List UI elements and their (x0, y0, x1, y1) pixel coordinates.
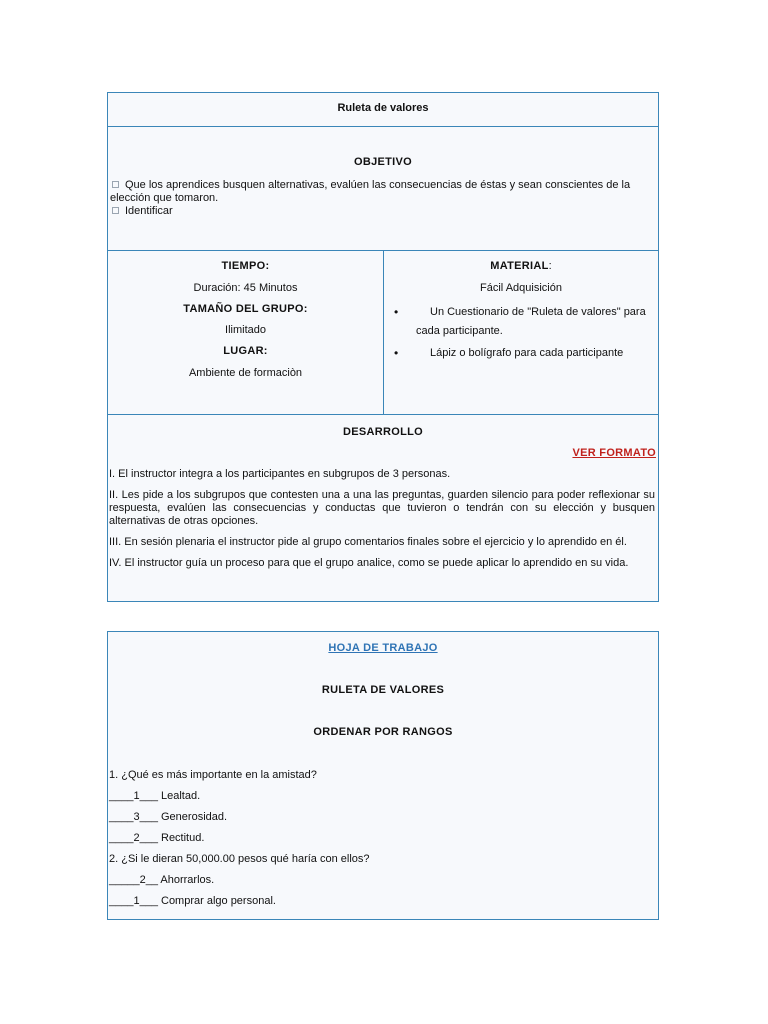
development-step: IV. El instructor guía un proceso para que el grupo analice, como se puede aplicar lo aprendido en su vida. (109, 557, 629, 569)
development-step: I. El instructor integra a los participantes en subgrupos de 3 personas. (109, 468, 451, 480)
place-label: LUGAR: (223, 345, 268, 357)
development-section (108, 414, 658, 602)
objective-item: Que los aprendices busquen alternativas, evalúen las consecuencias de éstas y sean conscientes de la elección que tomaron. (110, 179, 631, 204)
details-section (108, 250, 658, 414)
title-row (108, 93, 658, 126)
bullet-icon: • (394, 346, 399, 360)
worksheet-answer-line: ____1___ Lealtad. (109, 790, 201, 802)
time-value: Duración: 45 Minutos (193, 282, 298, 294)
activity-title: Ruleta de valores (337, 102, 429, 114)
material-bullet-item: • Un Cuestionario de "Ruleta de valores" para cada participante. (394, 305, 646, 337)
material-value: Fácil Adquisición (480, 282, 562, 294)
material-heading: MATERIAL: (490, 260, 552, 272)
worksheet-answer-line: ____1___ Comprar algo personal. (109, 895, 276, 907)
checkbox-icon (112, 207, 119, 214)
objective-heading: OBJETIVO (353, 156, 413, 168)
development-step: III. En sesión plenaria el instructor pide al grupo comentarios finales sobre el ejercicio y lo aprendido en él. (109, 536, 627, 548)
development-step: II. Les pide a los subgrupos que contesten una a una las preguntas, guarden silencio para poder reflexionar su respuesta, evalúen las consecuencias y conductas que tuvieron o tendrán con su elección y busquen alternativas de otras opciones. (109, 489, 655, 527)
bullet-icon: • (394, 305, 399, 319)
worksheet-card (107, 631, 659, 920)
worksheet-answer-line: _____2__ Ahorrarlos. (109, 874, 215, 886)
details-left-column (108, 251, 384, 415)
worksheet-subtitle: ORDENAR POR RANGOS (313, 726, 453, 738)
worksheet-title: RULETA DE VALORES (321, 684, 445, 696)
objective-section (108, 126, 658, 250)
worksheet-question: 1. ¿Qué es más importante en la amistad? (109, 769, 317, 781)
objective-list (110, 179, 654, 218)
worksheet-answer-line: ____2___ Rectitud. (109, 832, 205, 844)
time-label: TIEMPO: (221, 260, 270, 272)
activity-card (107, 92, 659, 602)
development-heading: DESARROLLO (343, 426, 423, 438)
objective-item: Identificar (110, 205, 654, 218)
worksheet-link[interactable]: HOJA DE TRABAJO (328, 642, 438, 654)
ver-formato-link[interactable]: VER FORMATO (572, 447, 656, 459)
group-size-value: Ilimitado (225, 324, 266, 336)
details-right-column (384, 251, 658, 415)
place-value: Ambiente de formaciòn (188, 367, 303, 379)
checkbox-icon (112, 181, 119, 188)
group-size-label: TAMAÑO DEL GRUPO: (183, 303, 308, 315)
worksheet-answer-line: ____3___ Generosidad. (109, 811, 228, 823)
material-bullet-item: • Lápiz o bolígrafo para cada participante (394, 344, 654, 363)
worksheet-question: 2. ¿Si le dieran 50,000.00 pesos qué haría con ellos? (109, 853, 370, 865)
